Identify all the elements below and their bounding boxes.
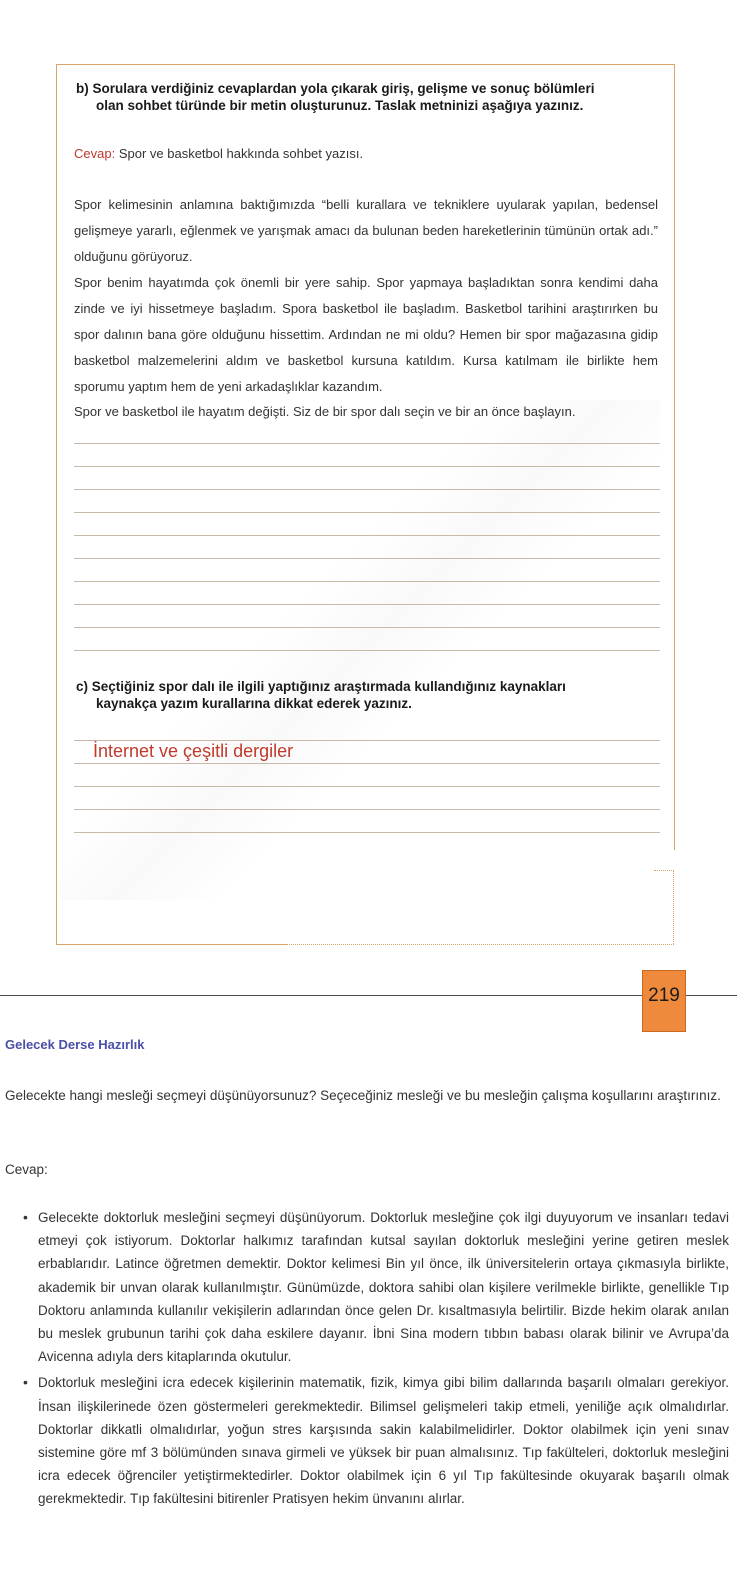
answer-b-paragraph-3	[74, 399, 658, 425]
writing-line	[74, 558, 660, 559]
bullet-icon: •	[23, 1374, 28, 1391]
writing-line	[74, 627, 660, 628]
page-separator-right	[686, 995, 737, 996]
list-item	[20, 1371, 729, 1510]
list-item	[20, 1206, 729, 1368]
answer-frame-right-edge	[674, 64, 675, 850]
answer-b-block	[74, 141, 658, 167]
writing-line	[74, 650, 660, 651]
page-number: 219	[642, 970, 686, 1032]
question-c-line2: kaynakça yazım kurallarına dikkat ederek yazınız.	[96, 696, 412, 711]
writing-line	[74, 581, 660, 582]
handwritten-answer-c: İnternet ve çeşitli dergiler	[93, 741, 294, 761]
answer-b-paragraph-1	[74, 192, 658, 270]
answer-b-paragraph-2	[74, 270, 658, 400]
paragraph-2: Spor benim hayatımda çok önemli bir yere sahip. Spor yapmaya başladıktan sonra kendimi daha zinde ve iyi hissetmeye başladım. Spora basketbol ile başladım. Basketbol tarihini araştırırken bu spor dalının bana göre olduğunu hissettim. Ardından ne mi oldu? Hemen bir spor mağazasına gidip basketbol malzemelerini aldım ve basketbol kursuna katıldım. Kursa katılmam ile birlikte hem sporumu yaptım hem de yeni arkadaşlıklar kazandım.	[74, 275, 658, 394]
writing-line	[74, 809, 660, 810]
next-lesson-question	[5, 1084, 729, 1108]
answer-frame-dotted-edge	[286, 944, 674, 945]
question-text: Gelecekte hangi mesleği seçmeyi düşünüyorsunuz? Seçeceğiniz mesleği ve bu mesleğin çalışma koşullarını araştırınız.	[5, 1088, 721, 1103]
writing-line	[74, 466, 660, 467]
section-title: Gelecek Derse Hazırlık	[5, 1037, 145, 1052]
writing-line	[74, 763, 660, 764]
answer-label: Cevap:	[74, 146, 116, 161]
answer-bullet-list	[20, 1206, 729, 1514]
writing-line	[74, 604, 660, 605]
paragraph-1: Spor kelimesinin anlamına baktığımızda “belli kurallara ve tekniklere uyularak yapılan, bedensel gelişmeye yararlı, eğlenmek ve yarışmak amacı da bulunan beden hareketlerinin tümünün ortak adı.” olduğunu görüyoruz.	[74, 197, 658, 264]
question-c	[76, 678, 656, 712]
writing-line	[74, 512, 660, 513]
answer-title: Spor ve basketbol hakkında sohbet yazısı.	[115, 146, 364, 161]
writing-line	[74, 443, 660, 444]
page-separator-left	[0, 995, 642, 996]
question-b-line2: olan sohbet türünde bir metin oluşturunuz. Taslak metninizi aşağıya yazınız.	[96, 98, 584, 113]
paragraph-3: Spor ve basketbol ile hayatım değişti. Siz de bir spor dalı seçin ve bir an önce başlayın.	[74, 404, 576, 419]
question-b	[76, 80, 656, 114]
answer-frame-bottom-edge	[56, 944, 286, 945]
answer-b-title	[74, 141, 658, 167]
writing-line	[74, 832, 660, 833]
writing-line	[74, 489, 660, 490]
answer-frame-dotted-right	[673, 870, 674, 944]
list-item-text: Gelecekte doktorluk mesleğini seçmeyi düşünüyorum. Doktorluk mesleğine çok ilgi duyuyorum ve insanları tedavi etmeyi çok istiyorum. Doktorlar halkımız tarafından kutsal sayılan doktorluk mesleğini yerine getiren meslek erbablarıdır. Latince öğretmen demektir. Doktor kelimesi Bin yıl önce, ilk üniversitelerin ortaya çıkmasıyla birlikte, akademik bir unvan olarak kullanılmıştır. Günümüzde, doktora sahibi olan kişilere verilmekle birlikte, genellikle Tıp Doktoru anlamında kullanılır vekişilerin adlarından önce gelen Dr. kısaltmasıyla belirtilir. Bizde hekim olarak anılan bu meslek grubunun tarihi çok daha eskilere dayanır. İbni Sina modern tıbbın babası olarak bilinir ve Avrupa’da Avicenna adıyla ders kitaplarında okutulur.	[38, 1210, 729, 1365]
answer-frame-dotted-top	[654, 870, 674, 871]
writing-line	[74, 535, 660, 536]
question-c-line1: c) Seçtiğiniz spor dalı ile ilgili yaptığınız araştırmada kullandığınız kaynakları	[76, 679, 566, 694]
list-item-text: Doktorluk mesleğini icra edecek kişilerinin matematik, fizik, kimya gibi bilim dallarında başarılı olmaları gerekiyor. İnsan ilişkilerinede özen göstermeleri gerekmektedir. Bilimsel gelişmeleri takip etmeli, yeniliğe açık olmalıdırlar. Doktorlar dikkatli olmalıdırlar, yoğun stres karşısında sakin kalabilmelidirler. Doktor olabilmek için yeni sınav sistemine göre mf 3 bölümünden sınava girmeli ve yüksek bir puan almalısınız. Tıp fakülteleri, doktorluk mesleğini icra edecek öğrenciler yetiştirmektedirler. Doktor olabilmek için 6 yıl Tıp fakültesinde okuyarak başarılı olmak gerekmektedir. Tıp fakültesini bitirenler Pratisyen hekim ünvanını alırlar.	[38, 1375, 729, 1507]
bullet-icon: •	[23, 1209, 28, 1225]
next-lesson-answer-label: Cevap:	[5, 1162, 48, 1177]
question-b-line1: b) Sorulara verdiğiniz cevaplardan yola çıkarak giriş, gelişme ve sonuç bölümleri	[76, 81, 595, 96]
writing-line	[74, 786, 660, 787]
